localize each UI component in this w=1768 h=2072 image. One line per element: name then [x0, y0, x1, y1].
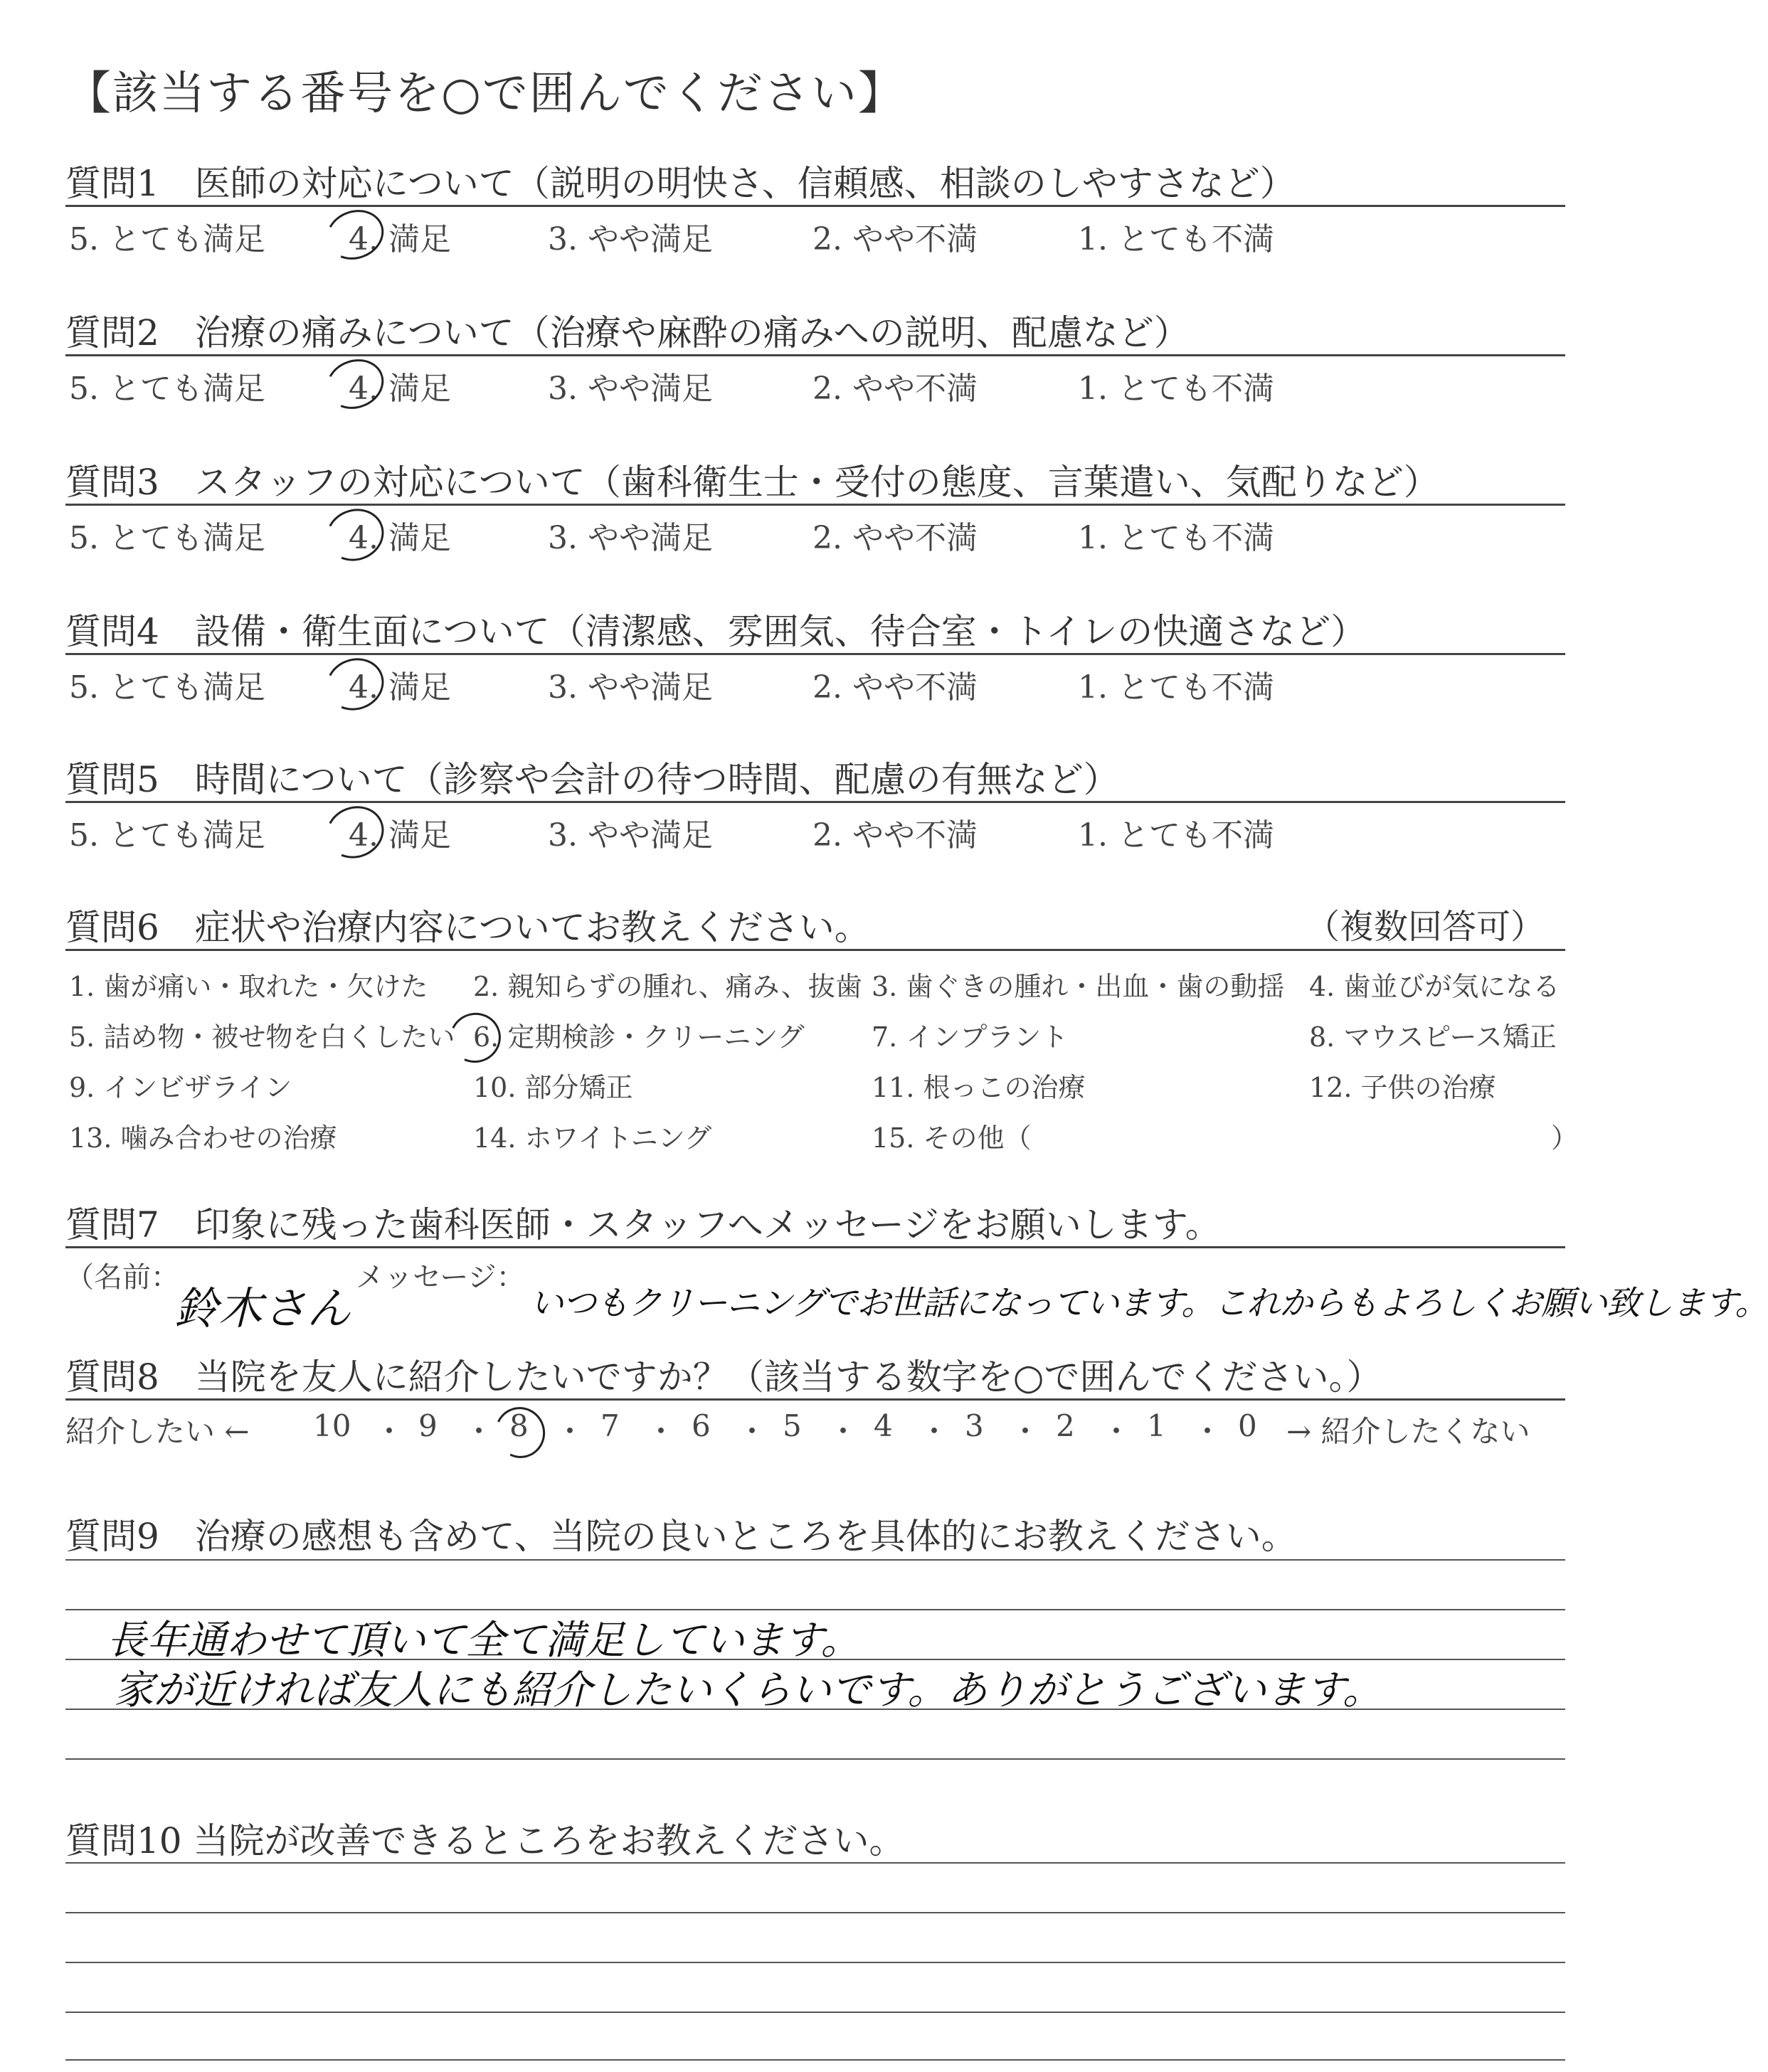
q10-line-1	[65, 1862, 1565, 1864]
q8-scale-1[interactable]: 1	[1147, 1408, 1166, 1443]
q2-rule	[65, 354, 1565, 356]
q8-dot: ・	[1192, 1414, 1223, 1449]
q6-option-12[interactable]: 12. 子供の治療	[1309, 1072, 1496, 1103]
q3-title: 質問3 スタッフの対応について（歯科衛生士・受付の態度、言葉遣い、気配りなど）	[65, 462, 1439, 503]
q4-option-5[interactable]: 5. とても満足	[69, 669, 265, 706]
q2-title: 質問2 治療の痛みについて（治療や麻酔の痛みへの説明、配慮など）	[65, 312, 1190, 354]
q8-scale-6[interactable]: 6	[692, 1408, 711, 1443]
q9-answer-line-2[interactable]: 家が近ければ友人にも紹介したいくらいです。ありがとうございます。	[114, 1667, 1383, 1714]
q10-line-3	[65, 1962, 1565, 1963]
q8-scale-0[interactable]: 0	[1238, 1408, 1257, 1443]
q6-rule	[65, 949, 1565, 951]
q8-scale-5[interactable]: 5	[783, 1408, 802, 1443]
q7-name-label: （名前：	[65, 1261, 179, 1294]
q4-title: 質問4 設備・衛生面について（清潔感、雰囲気、待合室・トイレの快適さなど）	[65, 611, 1367, 652]
q1-option-1[interactable]: 1. とても不満	[1078, 221, 1274, 257]
q5-option-5[interactable]: 5. とても満足	[69, 817, 265, 854]
q1-option-2[interactable]: 2. やや不満	[812, 221, 978, 257]
q6-option-7[interactable]: 7. インプラント	[872, 1021, 1069, 1053]
q6-option-10[interactable]: 10. 部分矯正	[473, 1072, 633, 1103]
q5-title: 質問5 時間について（診察や会計の待つ時間、配慮の有無など）	[65, 759, 1119, 800]
q6-title: 質問6 症状や治療内容についてお教えください。	[65, 907, 870, 948]
q8-dot: ・	[555, 1414, 586, 1449]
q8-dot: ・	[919, 1414, 950, 1449]
q6-multiple-note: （複数回答可）	[1306, 907, 1545, 947]
q9-line-5	[65, 1758, 1565, 1760]
q6-option-6[interactable]: 6. 定期検診・クリーニング	[473, 1021, 805, 1053]
q2-option-2[interactable]: 2. やや不満	[812, 371, 978, 407]
q6-option-8[interactable]: 8. マウスピース矯正	[1309, 1021, 1557, 1053]
q9-line-1	[65, 1559, 1565, 1561]
q6-option-5[interactable]: 5. 詰め物・被せ物を白くしたい	[69, 1021, 455, 1053]
q6-option-15[interactable]: 15. その他（	[872, 1122, 1032, 1154]
q2-option-4[interactable]: 4. 満足	[349, 371, 451, 407]
q4-rule	[65, 653, 1565, 655]
q10-title: 質問10 当院が改善できるところをお教えください。	[65, 1820, 905, 1861]
q7-message-value[interactable]: いつもクリーニングでお世話になっています。これからもよろしくお願い致します。	[530, 1284, 1768, 1323]
q10-line-5	[65, 2059, 1565, 2061]
q10-line-4	[65, 2012, 1565, 2013]
q1-option-4[interactable]: 4. 満足	[349, 221, 451, 257]
q5-option-1[interactable]: 1. とても不満	[1078, 817, 1274, 854]
q4-option-1[interactable]: 1. とても不満	[1078, 669, 1274, 706]
q3-option-3[interactable]: 3. やや満足	[548, 520, 713, 556]
q7-title: 質問7 印象に残った歯科医師・スタッフへメッセージをお願いします。	[65, 1204, 1221, 1245]
q8-dot: ・	[737, 1414, 768, 1449]
q9-answer-line-1[interactable]: 長年通わせて頂いて全て満足しています。	[107, 1617, 861, 1664]
q3-option-1[interactable]: 1. とても不満	[1078, 520, 1274, 556]
q1-option-3[interactable]: 3. やや満足	[548, 221, 713, 257]
q8-scale-3[interactable]: 3	[965, 1408, 984, 1443]
q8-scale-4[interactable]: 4	[874, 1408, 893, 1443]
q3-option-2[interactable]: 2. やや不満	[812, 520, 978, 556]
q5-option-3[interactable]: 3. やや満足	[548, 817, 713, 854]
q2-option-3[interactable]: 3. やや満足	[548, 371, 713, 407]
q8-dot: ・	[828, 1414, 859, 1449]
q6-option-9[interactable]: 9. インビザライン	[69, 1072, 292, 1103]
q6-option-3[interactable]: 3. 歯ぐきの腫れ・出血・歯の動揺	[872, 971, 1285, 1002]
q8-dot: ・	[1101, 1414, 1132, 1449]
q8-dot: ・	[1010, 1414, 1041, 1449]
q8-right-label: → 紹介したくない	[1286, 1414, 1530, 1449]
q7-message-label: メッセージ：	[356, 1261, 525, 1294]
q8-dot: ・	[374, 1414, 405, 1449]
q5-rule	[65, 801, 1565, 803]
q1-title: 質問1 医師の対応について（説明の明快さ、信頼感、相談のしやすさなど）	[65, 163, 1296, 204]
q5-option-2[interactable]: 2. やや不満	[812, 817, 978, 854]
q6-option-1[interactable]: 1. 歯が痛い・取れた・欠けた	[69, 971, 428, 1002]
q8-scale-9[interactable]: 9	[418, 1408, 438, 1443]
q8-scale-10[interactable]: 10	[313, 1408, 351, 1443]
q5-selection-circle	[319, 798, 391, 866]
q4-selection-circle	[319, 650, 391, 718]
q8-selection-circle	[488, 1400, 552, 1465]
q1-option-5[interactable]: 5. とても満足	[69, 221, 265, 257]
q3-option-4[interactable]: 4. 満足	[349, 520, 451, 556]
q8-left-label: 紹介したい ←	[65, 1414, 250, 1449]
q5-option-4[interactable]: 4. 満足	[349, 817, 451, 854]
q4-option-4[interactable]: 4. 満足	[349, 669, 451, 706]
q8-title: 質問8 当院を友人に紹介したいですか？（該当する数字を○で囲んでください。）	[65, 1356, 1382, 1398]
q8-rule	[65, 1398, 1565, 1401]
page-title: 【該当する番号を○で囲んでください】	[65, 68, 905, 120]
q6-option-4[interactable]: 4. 歯並びが気になる	[1309, 971, 1560, 1002]
q10-line-2	[65, 1912, 1565, 1913]
q4-option-3[interactable]: 3. やや満足	[548, 669, 713, 706]
q8-scale-2[interactable]: 2	[1056, 1408, 1075, 1443]
q2-option-5[interactable]: 5. とても満足	[69, 371, 265, 407]
q2-option-1[interactable]: 1. とても不満	[1078, 371, 1274, 407]
q6-option-13[interactable]: 13. 噛み合わせの治療	[69, 1122, 337, 1154]
q4-option-2[interactable]: 2. やや不満	[812, 669, 978, 706]
q3-selection-circle	[319, 501, 391, 569]
q8-scale-7[interactable]: 7	[600, 1408, 620, 1443]
q3-rule	[65, 504, 1565, 506]
q3-option-5[interactable]: 5. とても満足	[69, 520, 265, 556]
q8-dot: ・	[464, 1414, 494, 1449]
q8-dot: ・	[646, 1414, 677, 1449]
q1-rule	[65, 205, 1565, 207]
q6-option-11[interactable]: 11. 根っこの治療	[872, 1072, 1086, 1103]
q8-scale-8[interactable]: 8	[509, 1408, 529, 1443]
q6-option-14[interactable]: 14. ホワイトニング	[473, 1122, 712, 1154]
q6-other-close-paren: ）	[1551, 1122, 1579, 1154]
q6-option-2[interactable]: 2. 親知らずの腫れ、痛み、抜歯	[473, 971, 862, 1002]
q7-name-value[interactable]: 鈴木さん	[174, 1282, 351, 1334]
q7-rule	[65, 1246, 1565, 1248]
q9-title: 質問9 治療の感想も含めて、当院の良いところを具体的にお教えください。	[65, 1516, 1297, 1557]
